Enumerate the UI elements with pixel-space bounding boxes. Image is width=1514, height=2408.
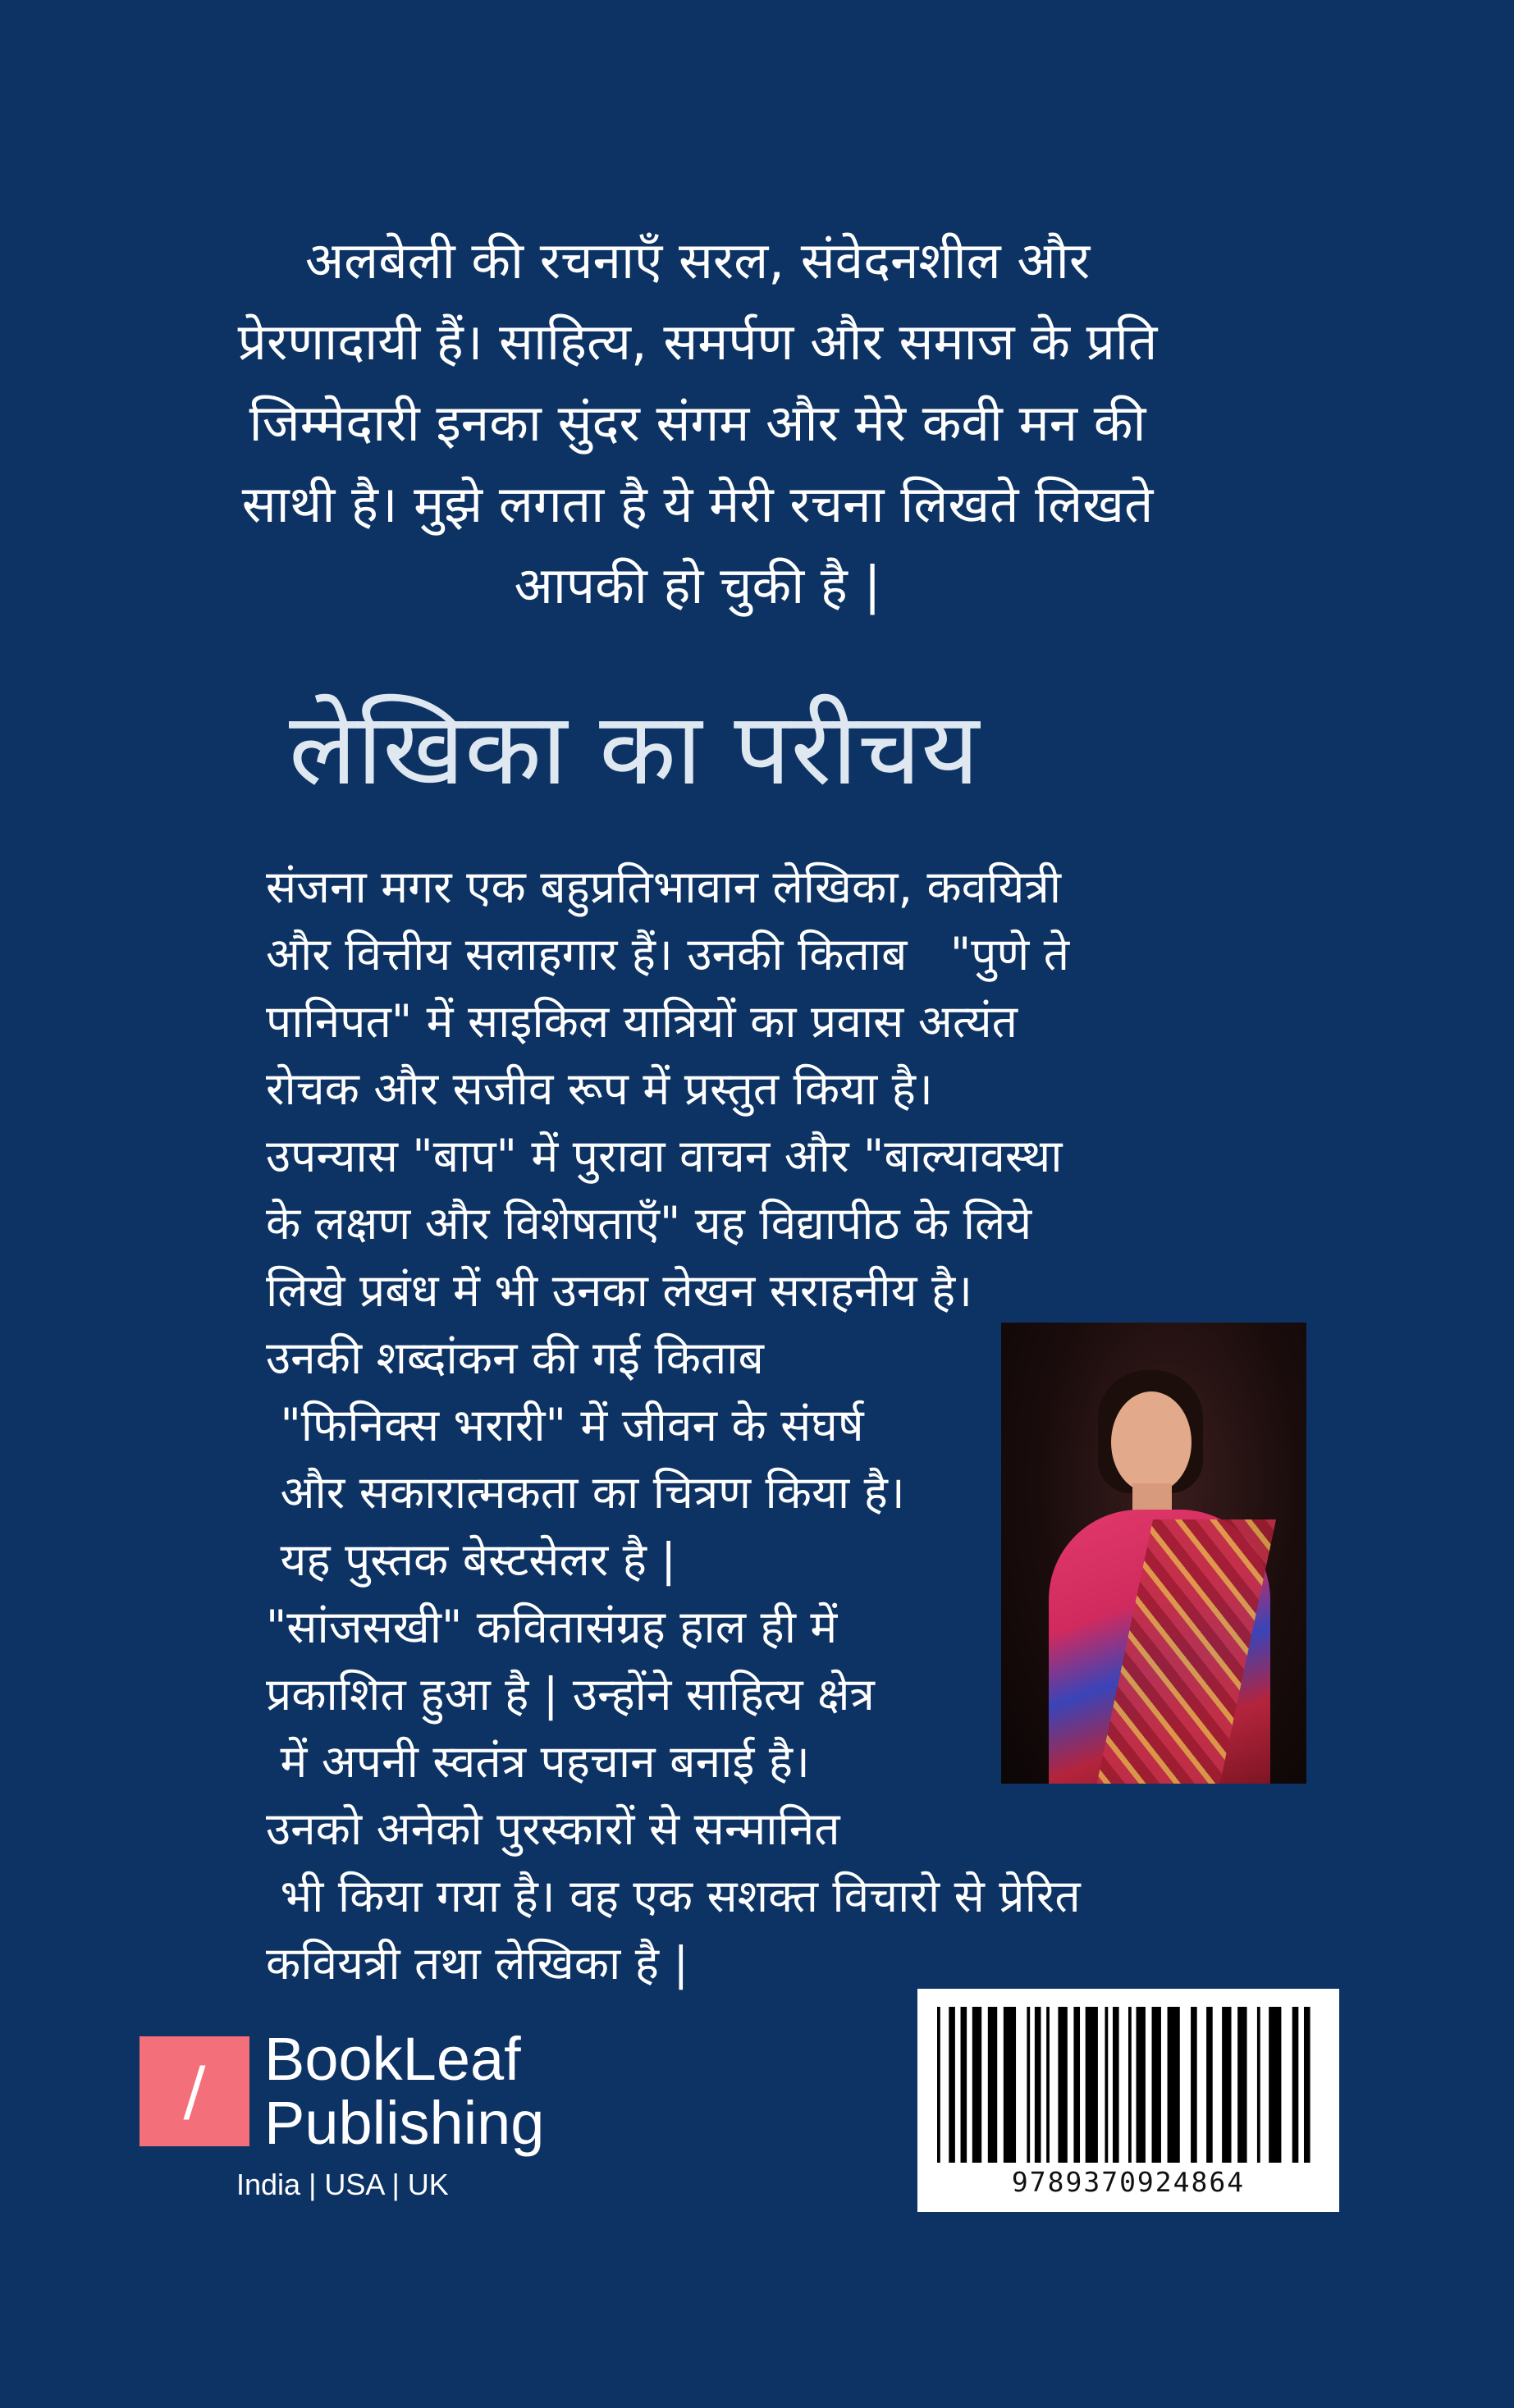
barcode-bar — [1073, 2007, 1080, 2163]
barcode-bar — [1058, 2007, 1067, 2163]
bio-line: प्रकाशित हुआ है | उन्होंने साहित्य क्षेत्र — [266, 1668, 875, 1720]
bio-line: रोचक और सजीव रूप में प्रस्तुत किया है। — [266, 1062, 933, 1115]
barcode-bar — [1257, 2007, 1260, 2163]
publisher-regions: India | USA | UK — [236, 2168, 449, 2201]
barcode-bar — [1168, 2007, 1180, 2163]
barcode-bar — [1004, 2007, 1016, 2163]
barcode-bar — [1206, 2007, 1213, 2163]
barcode-bar — [1304, 2007, 1310, 2163]
barcode-bar — [937, 2007, 940, 2163]
publisher-logo-icon: / — [140, 2036, 249, 2146]
barcode-bar — [1137, 2007, 1146, 2163]
bio-line: और सकारात्मकता का चित्रण किया है। — [266, 1466, 905, 1519]
bio-line: और वित्तीय सलाहगार हैं। उनकी किताब "पुणे ते — [266, 928, 1070, 980]
blurb-line: आपकी हो चुकी है | — [514, 555, 881, 615]
bio-line: उपन्यास "बाप" में पुरावा वाचन और "बाल्यावस्था — [266, 1130, 1063, 1182]
barcode-bar — [972, 2007, 981, 2163]
barcode-bar — [1027, 2007, 1030, 2163]
barcode-bars — [937, 2007, 1320, 2163]
barcode-bar — [1128, 2007, 1132, 2163]
author-intro-heading: लेखिका का परीचय — [289, 691, 980, 807]
publisher-name-line2: Publishing — [264, 2089, 545, 2157]
bio-line: में अपनी स्वतंत्र पहचान बनाई है। — [266, 1735, 810, 1788]
barcode-bar — [1113, 2007, 1119, 2163]
barcode-bar — [988, 2007, 997, 2163]
blurb-line: साथी है। मुझे लगता है ये मेरी रचना लिखते लिखते — [241, 474, 1154, 534]
barcode-bar — [1292, 2007, 1299, 2163]
bio-line: लिखे प्रबंध में भी उनका लेखन सराहनीय है। — [266, 1264, 973, 1317]
isbn-number: 9789370924864 — [1011, 2166, 1246, 2198]
bio-line: पानिपत" में साइकिल यात्रियों का प्रवास अत्यंत — [266, 995, 1018, 1048]
bio-line: उनकी शब्दांकन की गई किताब — [266, 1332, 764, 1384]
bio-line: संजना मगर एक बहुप्रतिभावान लेखिका, कवयित्री — [266, 861, 1062, 913]
barcode-bar — [1046, 2007, 1050, 2163]
barcode-bar — [1269, 2007, 1281, 2163]
publisher-name-line1: BookLeaf — [264, 2025, 521, 2093]
barcode-bar — [961, 2007, 967, 2163]
bio-line: कवियत्री तथा लेखिका है | — [266, 1937, 688, 1990]
bio-line: उनको अनेको पुरस्कारों से सन्मानित — [266, 1803, 840, 1855]
bio-line: भी किया गया है। वह एक सशक्त विचारो से प्रेरित — [266, 1870, 1081, 1922]
bio-line: "सांजसखी" कवितासंग्रह हाल ही में — [266, 1601, 838, 1653]
barcode-bar — [1191, 2007, 1197, 2163]
blurb-line: प्रेरणादायी हैं। साहित्य, समर्पण और समाज के प्रति — [237, 312, 1158, 372]
bio-line: यह पुस्तक बेस्टसेलर है | — [266, 1533, 676, 1586]
blurb-line: अलबेली की रचनाएँ सरल, संवेदनशील और — [304, 231, 1091, 290]
blurb-line: जिम्मेदारी इनका सुंदर संगम और मेरे कवी मन की — [249, 393, 1146, 453]
barcode-bar — [1086, 2007, 1098, 2163]
barcode-bar — [1237, 2007, 1246, 2163]
barcode-bar — [1152, 2007, 1161, 2163]
author-photo-face — [1111, 1391, 1192, 1493]
barcode-bar — [1222, 2007, 1231, 2163]
bio-line: के लक्षण और विशेषताएँ" यह विद्यापीठ के लिये — [266, 1197, 1032, 1250]
isbn-barcode — [917, 1989, 1339, 2212]
barcode-bar — [949, 2007, 955, 2163]
blurb-text — [123, 220, 1272, 626]
bio-line: "फिनिक्स भरारी" में जीवन के संघर्ष — [266, 1399, 864, 1451]
author-photo — [1001, 1323, 1306, 1784]
barcode-bar — [1105, 2007, 1108, 2163]
barcode-bar — [1035, 2007, 1041, 2163]
